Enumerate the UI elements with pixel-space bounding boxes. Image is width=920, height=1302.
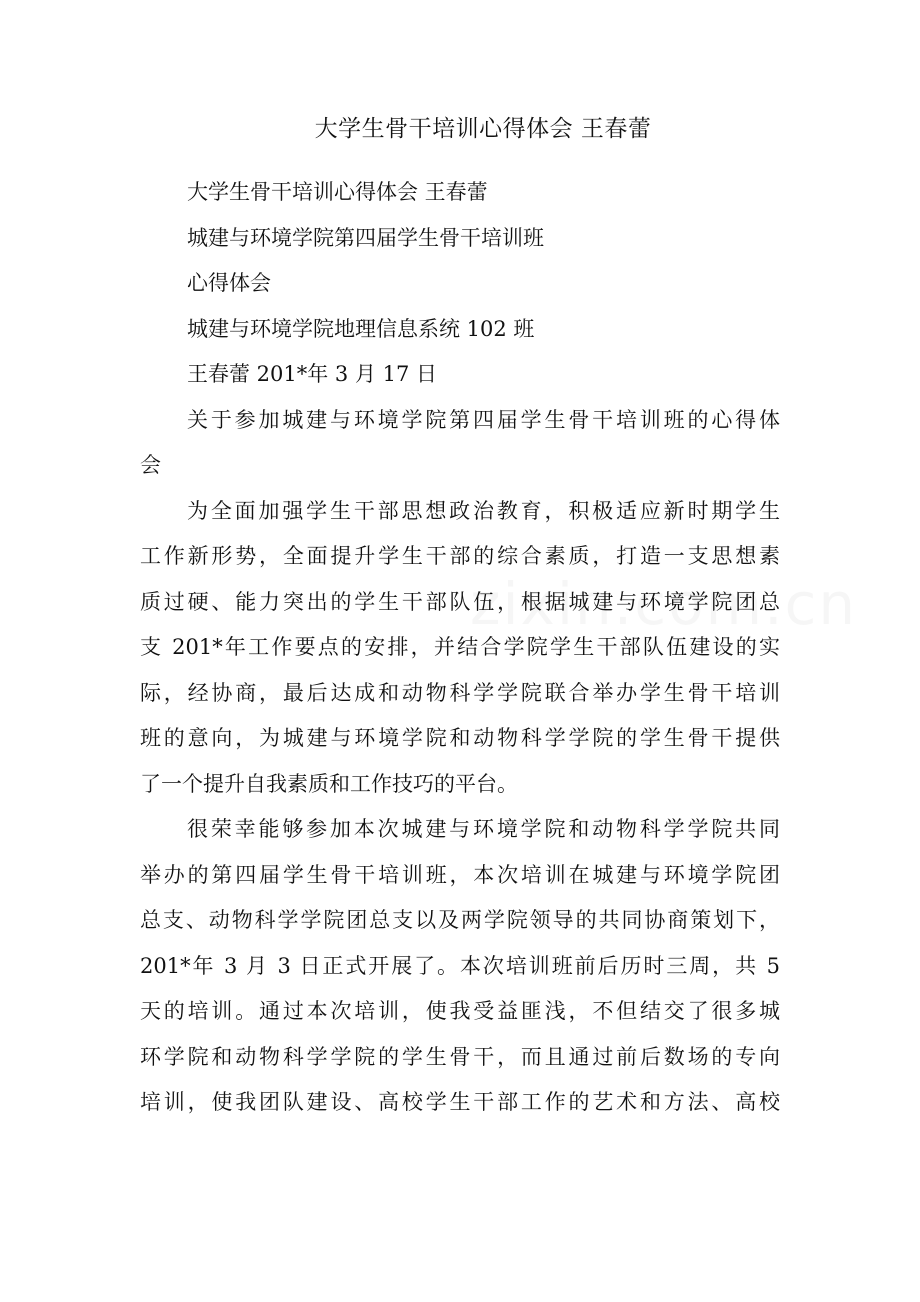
header-line-author-date: 王春蕾 201*年 3 月 17 日 <box>187 362 438 386</box>
paragraph-line: 举办的第四届学生骨干培训班，本次培训在城建与环境学院团 <box>140 862 780 887</box>
document-title: 大学生骨干培训心得体会 王春蕾 <box>314 116 652 142</box>
subject-line: 关于参加城建与环境学院第四届学生骨干培训班的心得体 <box>187 407 780 432</box>
paragraph-line: 班的意向，为城建与环境学院和动物科学学院的学生骨干提供 <box>140 726 780 750</box>
paragraph-line: 际，经协商，最后达成和动物科学学院联合举办学生骨干培训 <box>140 680 780 705</box>
header-line-class: 城建与环境学院第四届学生骨干培训班 <box>187 225 544 250</box>
paragraph-line: 天的培训。通过本次培训，使我受益匪浅，不但结交了很多城 <box>140 999 780 1023</box>
paragraph-line: 质过硬、能力突出的学生干部队伍，根据城建与环境学院团总 <box>140 589 780 614</box>
paragraph-line: 总支、动物科学学院团总支以及两学院领导的共同协商策划下， <box>140 908 780 932</box>
paragraph-line: 很荣幸能够参加本次城建与环境学院和动物科学学院共同 <box>187 817 780 841</box>
paragraph-line: 工作新形势，全面提升学生干部的综合素质，打造一支思想素 <box>140 544 780 568</box>
paragraph-line: 201*年 3 月 3 日正式开展了。本次培训班前后历时三周，共 5 <box>140 953 780 978</box>
paragraph-line: 为全面加强学生干部思想政治教育，积极适应新时期学生 <box>187 498 780 523</box>
header-line-heading: 心得体会 <box>187 271 271 295</box>
paragraph-line: 环学院和动物科学学院的学生骨干，而且通过前后数场的专向 <box>140 1044 780 1069</box>
paragraph-line: 培训，使我团队建设、高校学生干部工作的艺术和方法、高校 <box>140 1090 780 1114</box>
subject-line: 会 <box>140 453 161 477</box>
document-body <box>140 170 780 1126</box>
paragraph-line: 支 201*年工作要点的安排，并结合学院学生干部队伍建设的实 <box>140 635 780 659</box>
header-line-major: 城建与环境学院地理信息系统 102 班 <box>187 316 535 341</box>
header-line-title: 大学生骨干培训心得体会 王春蕾 <box>187 180 488 204</box>
paragraph-line: 了一个提升自我素质和工作技巧的平台。 <box>140 771 518 796</box>
